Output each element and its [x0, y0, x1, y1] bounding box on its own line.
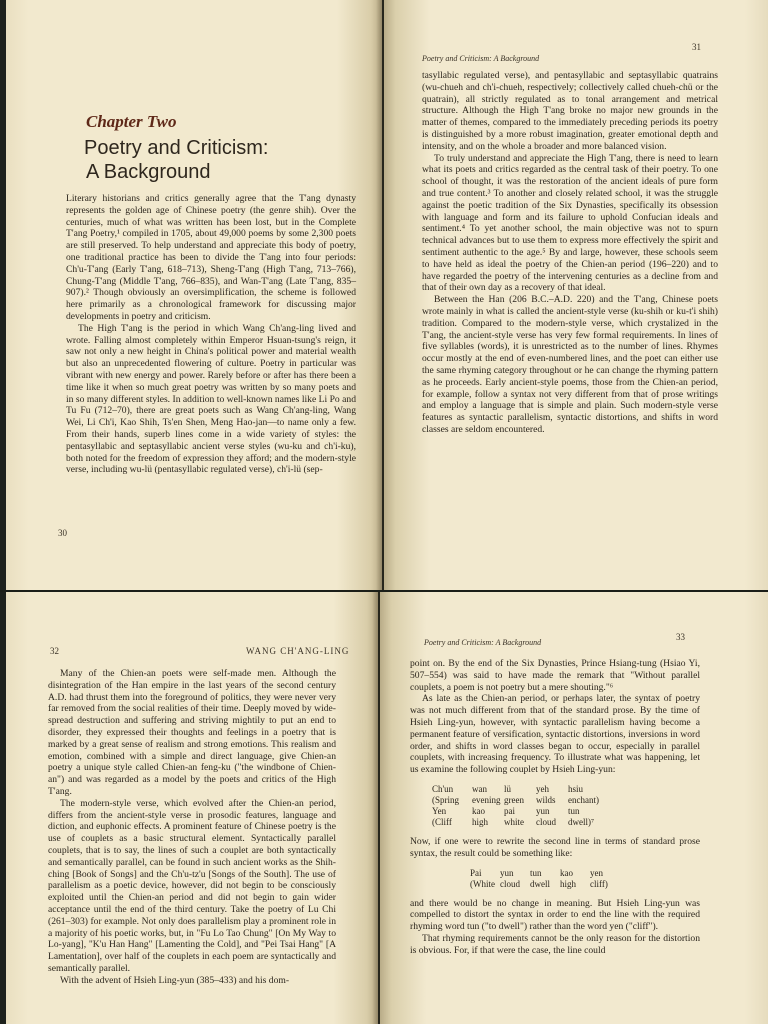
chapter-title: [84, 136, 269, 184]
paragraph: and there would be no change in meaning. But Hsieh Ling-yun was compelled to distort the syntax in order to end the line with the required rhyming word tun ("to dwell") rather than the word yen ("cliff").: [410, 897, 700, 933]
page-32-text: [48, 668, 336, 987]
paragraph: point on. By the end of the Six Dynasties, Prince Hsiang-tung (Hsiao Yi, 507–554) was said to have made the remark that "Without parallel couplets, a poem is not poetry but a mere shouting."⁶: [410, 658, 700, 693]
paragraph: Now, if one were to rewrite the second line in terms of standard prose syntax, the result could be something like:: [410, 835, 700, 859]
couplet-word: evening: [472, 794, 501, 805]
paragraph: tasyllabic regulated verse), and pentasyllabic and septasyllabic quatrains (wu-chueh and ch'i-chueh, respectively; collectively called chueh-chü or the quatrain), all strictly regulated as to tonal arrangement and metrical structure. Although the High T'ang broke no major new grounds in the matter of themes, compared to the immediately preceding periods its poetry is distinguished by a more robust imagination, greater emotional depth and intensity, and on the whole a broader and more balanced vision.: [422, 70, 718, 152]
paragraph: With the advent of Hsieh Ling-yun (385–433) and his dom-: [60, 974, 290, 986]
prose-word: (White: [470, 878, 495, 889]
paragraph: Literary historians and critics generally agree that the T'ang dynasty represents the golden age of Chinese poetry (the genre shih). Over the centuries, much of what was written has been lost, but in the Complete T'ang Poetry,¹ compiled in 1705, about 49,000 poems by some 2,300 poets are still preserved. To help understand and appreciate this body of poetry, one traditional practice has been to divide the T'ang into four periods: Ch'u-T'ang (Early T'ang, 618–713), Sheng-T'ang (High T'ang, 713–766), Chung-T'ang (Middle T'ang, 766–835), and Wan-T'ang (Late T'ang, 835–907).² Though obviously an oversimplification, the scheme is followed here primarily as a chronological framework for discussing major developments in poetry and criticism.: [66, 193, 356, 322]
paragraph: The modern-style verse, which evolved after the Chien-an period, differs from the ancient-style verse in prosodic features, language and diction, and euphonic effects. A prominent feature of Chinese poetry is the use of couplets as a basic structural element. Syntactically parallel couplets, that is to say, the lines of such a couplet are both syntactically and semantically parallel, can be found in such ancient works as the Shih-ching [Book of Songs] and the Ch'u-tz'u [Songs of the South]. The use of parallelism as a poetic device, however, did not begin to be consciously exploited until the Chien-an period and did not begin to gain wider acceptance until the end of the third century. Take the poetry of Lu Chi (261–303) for example. Not only does parallelism play a prominent role in a majority of his poetic works, but, in "Fu Lo Tao Chung" [On My Way to Lo-yang], "K'u Han Hang" [Lamenting the Cold], and "Pei Tsai Hang" [A Lamentation], over half of the couplets in each poem are syntactically and semantically parallel.: [48, 797, 336, 974]
couplet-word: yun: [536, 805, 550, 816]
page-number: 33: [676, 632, 685, 642]
couplet-word: wilds: [536, 794, 556, 805]
couplet-word: wan: [472, 783, 487, 794]
couplet-row: [432, 795, 700, 806]
chapter-title-line-1: Poetry and Criticism:: [84, 137, 269, 159]
couplet-row: [432, 806, 700, 817]
page-33: [380, 592, 768, 1024]
prose-word: cloud: [500, 878, 520, 889]
prose-word: kao: [560, 867, 573, 878]
couplet-word: yeh: [536, 783, 549, 794]
prose-word: yun: [500, 867, 514, 878]
couplet-word: tun: [568, 805, 580, 816]
couplet-row: [432, 817, 700, 828]
page-31: [384, 0, 768, 590]
page-30-text: [66, 193, 356, 476]
prose-word: high: [560, 878, 577, 889]
paragraph: The High T'ang is the period in which Wang Ch'ang-ling lived and wrote. Falling almost completely within Emperor Hsuan-tsung's reign, it saw not only a new height in China's political power and material wealth but also an unprecedented flowering of culture. Poetry in particular was vibrant with new energy and power. Rarely before or after has there been a time like it when so much great poetry was written by so many poets and in so many different styles. In addition to well-known names like Li Po and Tu Fu (712–70), there are great poets such as Wang Ch'ang-ling, Wang Wei, Li Ch'i, Kao Shih, Ts'en Shen, Meng Hao-jan—to name only a few. From their hands, superb lines come in a wide variety of styles: the pentasyllabic and septasyllabic ancient verse styles (wu-ku and ch'i-ku), both noted for the freedom of expression they afford; and the modern-style verse, including wu-lü (pentasyllabic regulated verse), ch'i-lü (sep-: [66, 322, 356, 476]
page-30: [6, 0, 382, 590]
couplet-word: cloud: [536, 816, 556, 827]
couplet-word: (Spring: [432, 794, 459, 805]
paragraph: To truly understand and appreciate the High T'ang, there is need to learn what its poets and critics regarded as the central task of their poetry. To one school of thought, it was the restoration of the ancient ideals of pure form and true content.³ To another and closely related school, it was the struggle against the poetic tradition of the Six Dynasties, specifically its obsession with language and form and its failure to uphold Confucian ideals and sentiment.⁴ To yet another school, the main objective was not to spurn technical advances but to use them to express more effectively the spirit and sentiment authentic to the age.⁵ By and large, however, these schools seem to have held as ideal the poetry of the Chien-an period (196–220) and to have regarded the poetry of the intervening centuries as a decline from and that of their own day as a recovery of that ideal.: [422, 152, 718, 294]
running-head: Poetry and Criticism: A Background: [424, 638, 542, 647]
page-32: [6, 592, 378, 1024]
couplet-word: white: [504, 816, 524, 827]
prose-word: Pai: [470, 867, 482, 878]
page-number: 31: [692, 42, 701, 52]
page-31-text: [422, 70, 718, 436]
page-33-text: [410, 658, 700, 957]
couplet-word: enchant): [568, 794, 599, 805]
paragraph: Between the Han (206 B.C.–A.D. 220) and the T'ang, Chinese poets wrote mainly in what is called the ancient-style verse (ku-shih or ku-t'i shih) tradition. Compared to the modern-style verse, which crystalized in the T'ang, the ancient-style verse has very few formal requirements. In lines of five syllables (words), it is unrestricted as to the number of lines. Rhymes occur mostly at the end of even-numbered lines, and the poet can either use the same rhyming category throughout or he can change the rhyming pattern as he proceeds. Early ancient-style poems, those from the Chien-an period, for example, follow a syntax not very different from that of prose writings and employ a language that is simple and plain. Such modern-style verse features as syntactic parallelism, syntactic distortions, and shifts in word classes are seldom encountered.: [422, 294, 718, 435]
poem-couplet: [432, 784, 700, 828]
couplet-word: Yen: [432, 805, 447, 816]
couplet-word: lü: [504, 783, 512, 794]
couplet-word: dwell)⁷: [568, 816, 595, 827]
couplet-word: pai: [504, 805, 515, 816]
couplet-word: kao: [472, 805, 485, 816]
running-head: Poetry and Criticism: A Background: [422, 54, 540, 63]
page-number: 32: [50, 646, 59, 656]
prose-row: [470, 879, 700, 890]
paragraph: That rhyming requirements cannot be the only reason for the distortion is obvious. For, if that were the case, the line could: [410, 932, 700, 956]
couplet-word: high: [472, 816, 489, 827]
running-head: WANG CH'ANG-LING: [246, 646, 350, 656]
couplet-word: (Cliff: [432, 816, 452, 827]
bottom-book-spread: [0, 592, 768, 1024]
prose-word: cliff): [590, 878, 608, 889]
chapter-label: Chapter Two: [86, 112, 177, 131]
couplet-word: green: [504, 794, 524, 805]
prose-word: dwell: [530, 878, 550, 889]
couplet-word: hsiu: [568, 783, 584, 794]
chapter-title-line-2: A Background: [86, 161, 211, 183]
paragraph: As late as the Chien-an period, or perhaps later, the syntax of poetry was not much different from that of the standard prose. By the time of Hsieh Ling-yun, however, with syntactic parallelism having become a permanent feature of versification, syntactic distortions, inversions in word order, and shifts in word classes began to occur, especially in parallel couplets, with increasing frequency. To illustrate what was happening, let us examine the following couplet by Hsieh Ling-yun:: [410, 693, 700, 776]
prose-rewrite: [470, 868, 700, 890]
paragraph: Many of the Chien-an poets were self-made men. Although the disintegration of the Han empire in the last years of the second century A.D. had thrust them into the foreground of politics, they were never very far removed from the social realities of their time. Deeply moved by wide-spread destruction and suffering and striving mightily to put an end to disorder, they expressed their thoughts and feelings in a poetry that is marked by a great sense of realism and strong emotions. This realism and emotion, combined with a simple and direct language, give Chien-an poetry a unique style called Chien-an feng-ku ("the windbone of Chien-an") and was regarded as a model by the poets and critics of the High T'ang.: [48, 668, 336, 797]
prose-word: tun: [530, 867, 542, 878]
page-number: 30: [58, 528, 67, 538]
couplet-row: [432, 784, 700, 795]
prose-word: yen: [590, 867, 603, 878]
couplet-word: Ch'un: [432, 783, 454, 794]
prose-row: [470, 868, 700, 879]
